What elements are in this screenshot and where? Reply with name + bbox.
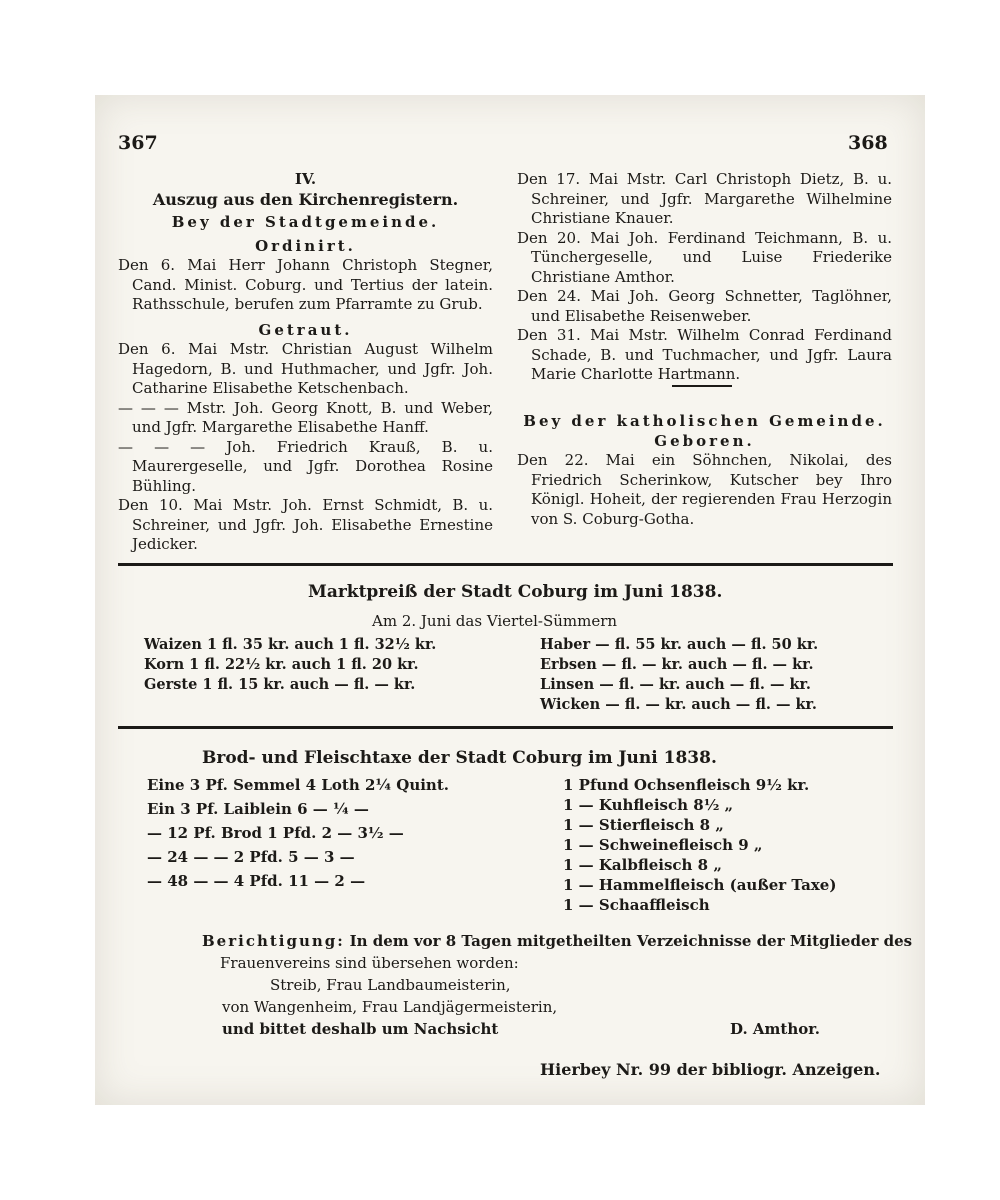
- parish-heading: Bey der Stadtgemeinde.: [171, 213, 440, 231]
- market-subtitle: Am 2. Juni das Viertel-Sümmern: [372, 612, 618, 630]
- divider: [672, 385, 732, 387]
- marriage-entry: Den 24. Mai Joh. Georg Schnetter, Taglöhner, und Elisabethe Reisenweber.: [517, 287, 892, 325]
- tax-row: 1 — Kalbfleisch 8 „: [563, 856, 722, 874]
- geboren-heading: Geboren.: [654, 431, 755, 450]
- tax-title: Brod- und Fleischtaxe der Stadt Coburg im Juni 1838.: [202, 748, 717, 768]
- correction-line: und bittet deshalb um Nachsicht: [222, 1020, 499, 1038]
- market-row: Gerste 1 fl. 15 kr. auch — fl. — kr.: [144, 676, 416, 693]
- tax-row: — 24 — — 2 Pfd. 5 — 3 —: [147, 848, 355, 866]
- left-column: [118, 170, 493, 555]
- tax-row: 1 — Kuhfleisch 8½ „: [563, 796, 734, 814]
- getraut-heading: Getraut.: [258, 320, 353, 339]
- footer-note: Hierbey Nr. 99 der bibliogr. Anzeigen.: [540, 1060, 881, 1079]
- tax-row: 1 — Schweinefleisch 9 „: [563, 836, 763, 854]
- market-row: Wicken — fl. — kr. auch — fl. — kr.: [540, 696, 817, 713]
- divider: [118, 563, 893, 566]
- signature: D. Amthor.: [730, 1020, 821, 1038]
- marriage-entry: Den 10. Mai Mstr. Joh. Ernst Schmidt, B. u. Schreiner, und Jgfr. Joh. Elisabethe Ernestine Jedicker.: [118, 496, 493, 553]
- right-column: [517, 170, 892, 385]
- tax-row: Eine 3 Pf. Semmel 4 Loth 2¼ Quint.: [147, 776, 449, 794]
- market-row: Korn 1 fl. 22½ kr. auch 1 fl. 20 kr.: [144, 656, 419, 673]
- ordinirt-entry: Den 6. Mai Herr Johann Christoph Stegner, Cand. Minist. Coburg. und Tertius der latein. Rathsschule, berufen zum Pfarramte zu Grub.: [118, 256, 493, 313]
- page-number-left: 367: [118, 132, 158, 154]
- tax-row: — 48 — — 4 Pfd. 11 — 2 —: [147, 872, 366, 890]
- market-row: Linsen — fl. — kr. auch — fl. — kr.: [540, 676, 811, 693]
- marriage-entry: Den 31. Mai Mstr. Wilhelm Conrad Ferdinand Schade, B. und Tuchmacher, und Jgfr. Laura Marie Charlotte Hartmann.: [517, 326, 892, 383]
- market-title: Marktpreiß der Stadt Coburg im Juni 1838.: [308, 582, 723, 602]
- right-column-catholic: [517, 412, 892, 529]
- section-roman: IV.: [294, 170, 317, 188]
- section-title: Auszug aus den Kirchenregistern.: [152, 189, 459, 209]
- catholic-parish-heading: Bey der katholischen Gemeinde.: [523, 412, 886, 430]
- tax-row: 1 — Schaaffleisch: [563, 896, 710, 914]
- correction-line: [202, 932, 912, 950]
- marriage-entry: — — — Mstr. Joh. Georg Knott, B. und Weber, und Jgfr. Margarethe Elisabethe Hanff.: [118, 398, 493, 436]
- market-row: Haber — fl. 55 kr. auch — fl. 50 kr.: [540, 636, 819, 653]
- page-number-right: 368: [848, 132, 888, 154]
- birth-entry: Den 22. Mai ein Söhnchen, Nikolai, des Friedrich Scherinkow, Kutscher bey Ihro Königl. Hoheit, der regierenden Frau Herzogin von S. Coburg-Gotha.: [517, 451, 892, 528]
- tax-row: 1 — Stierfleisch 8 „: [563, 816, 724, 834]
- marriage-entry: Den 20. Mai Joh. Ferdinand Teichmann, B. u. Tünchergeselle, und Luise Friederike Christiane Amthor.: [517, 228, 892, 286]
- correction-line: Streib, Frau Landbaumeisterin,: [270, 976, 511, 994]
- marriage-entry: Den 6. Mai Mstr. Christian August Wilhelm Hagedorn, B. und Huthmacher, und Jgfr. Joh. Catharine Elisabethe Ketschenbach.: [118, 340, 493, 397]
- ordinirt-heading: Ordinirt.: [255, 236, 356, 255]
- correction-line: von Wangenheim, Frau Landjägermeisterin,: [222, 998, 558, 1016]
- market-row: Waizen 1 fl. 35 kr. auch 1 fl. 32½ kr.: [144, 636, 437, 653]
- tax-row: — 12 Pf. Brod 1 Pfd. 2 — 3½ —: [147, 824, 404, 842]
- marriage-entry: — — — Joh. Friedrich Krauß, B. u. Maurergeselle, und Jgfr. Dorothea Rosine Bühling.: [118, 437, 493, 495]
- correction-text: In dem vor 8 Tagen mitgetheilten Verzeichnisse der Mitglieder des: [349, 932, 913, 950]
- tax-row: Ein 3 Pf. Laiblein 6 — ¼ —: [147, 800, 369, 818]
- correction-label: Berichtigung:: [202, 932, 345, 950]
- market-row: Erbsen — fl. — kr. auch — fl. — kr.: [540, 656, 814, 673]
- marriage-entry: Den 17. Mai Mstr. Carl Christoph Dietz, B. u. Schreiner, und Jgfr. Margarethe Wilhelmine Christiane Knauer.: [517, 170, 892, 227]
- correction-line: Frauenvereins sind übersehen worden:: [220, 954, 519, 972]
- tax-row: 1 — Hammelfleisch (außer Taxe): [563, 876, 837, 894]
- divider: [118, 726, 893, 729]
- tax-row: 1 Pfund Ochsenfleisch 9½ kr.: [563, 776, 810, 794]
